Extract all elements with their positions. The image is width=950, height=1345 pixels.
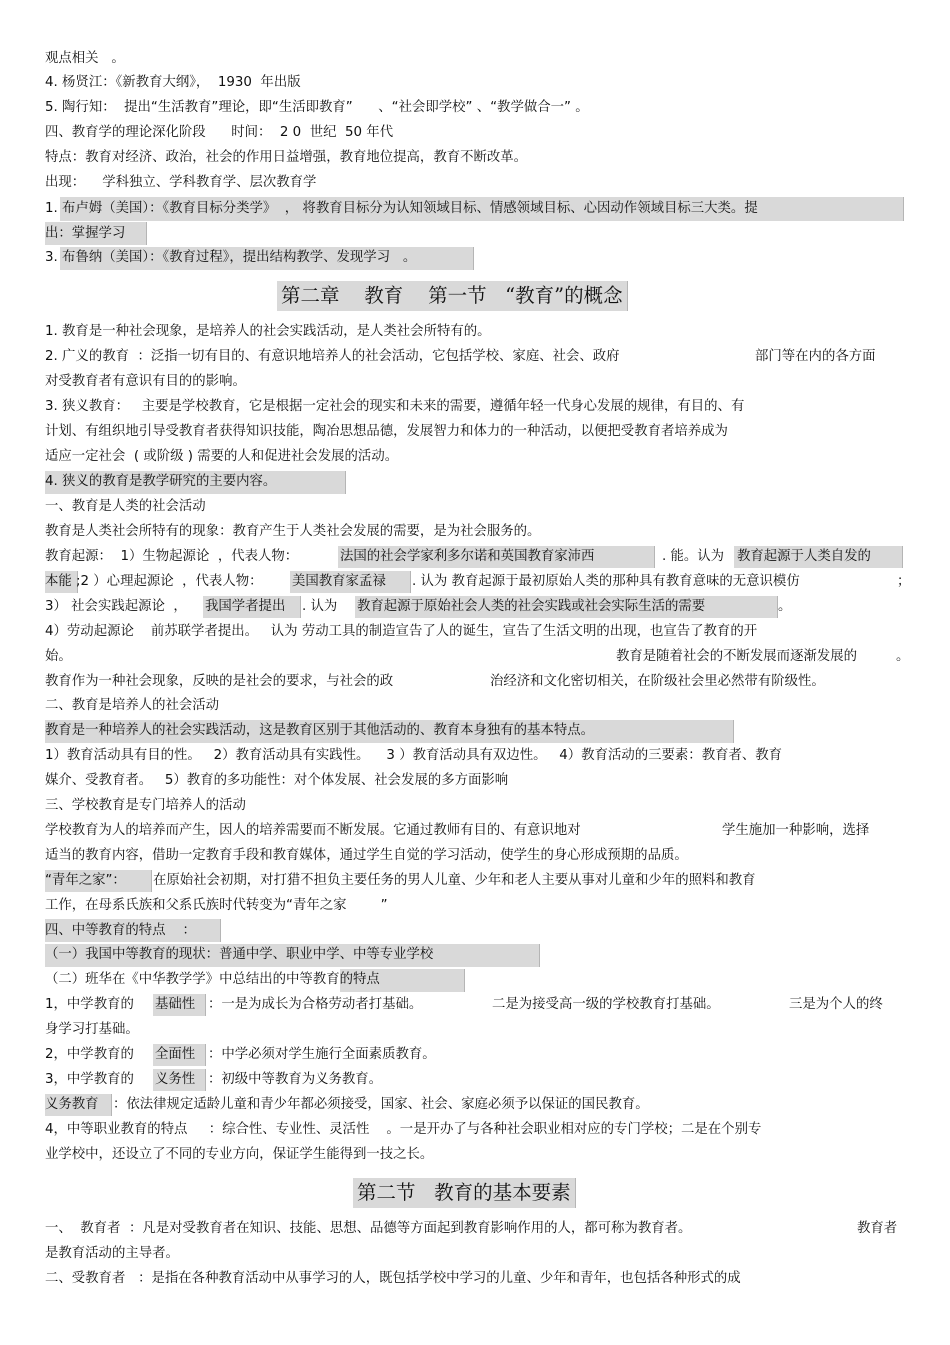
text-line: 出：掌握学习 <box>45 226 126 241</box>
text-fragment: 我国学者提出 <box>205 599 286 614</box>
chapter-heading: 第二章 教育 第一节 “教育”的概念 <box>277 281 628 311</box>
text-line: 一、 教育者 ：凡是对受教育者在知识、技能、思想、品德等方面起到教育影响作用的人，都可称为教育者。 <box>45 1221 692 1236</box>
text-line: 3） 社会实践起源论 ， <box>45 599 192 614</box>
text-line: 1. 布卢姆（美国）：《教育目标分类学》 ， 将教育目标分为认知领域目标、情感领域目标、心因动作领域目标三大类。提 <box>45 201 758 216</box>
text-fragment: 。 <box>778 599 792 614</box>
text-line: 始。 <box>45 649 72 664</box>
text-line: 3. 狭义教育： 主要是学校教育，它是根据一定社会的现实和未来的需要，遵循年轻一代身心发展的规律，有目的、有 <box>45 399 745 414</box>
text-line: 适应一定社会 ( 或阶级 ) 需要的人和促进社会发展的活动。 <box>45 449 399 464</box>
text-fragment: ：中学必须对学生施行全面素质教育。 <box>208 1047 436 1062</box>
text-fragment: 二是为接受高一级的学校教育打基础。 <box>492 997 720 1012</box>
text-fragment: 。 <box>896 649 910 664</box>
text-fragment: . 认为 教育起源于最初原始人类的那种具有教育意味的无意识模仿 <box>412 574 800 589</box>
text-line: 教育是一种培养人的社会实践活动，这是教育区别于其他活动的、教育本身独有的基本特点。 <box>45 723 595 738</box>
text-fragment: . 认为 <box>302 599 342 614</box>
text-line: 计划、有组织地引导受教育者获得知识技能，陶冶思想品德，发展智力和体力的一种活动，以便把受教育者培养成为 <box>45 424 728 439</box>
text-fragment: 部门等在内的各方面 <box>755 349 876 364</box>
text-line: 1，中学教育的 <box>45 997 143 1012</box>
text-line: 对受教育者有意识有目的的影响。 <box>45 374 246 389</box>
text-line: 身学习打基础。 <box>45 1022 139 1037</box>
text-line: 二、教育是培养人的社会活动 <box>45 698 220 713</box>
text-line: 工作，在母系氏族和父系氏族时代转变为“青年之家 ” <box>45 898 388 913</box>
text-line: 适当的教育内容，借助一定教育手段和教育媒体，通过学生自觉的学习活动，使学生的身心形成预期的品质。 <box>45 848 688 863</box>
text-fragment: “青年之家”： <box>45 873 126 888</box>
text-line: （二）班华在《中华教学学》中总结出的中等教育的特点 <box>45 972 380 987</box>
text-line: 四、教育学的理论深化阶段 时间： 2 0 世纪 50 年代 <box>45 125 394 140</box>
text-line: （一）我国中等教育的现状：普通中学、职业中学、中等专业学校 <box>45 947 434 962</box>
text-line: 3. 布鲁纳（美国）：《教育过程》，提出结构教学、发现学习 。 <box>45 250 417 265</box>
text-fragment: ：依法律规定适龄儿童和青少年都必须接受，国家、社会、家庭必须予以保证的国民教育。 <box>113 1097 649 1112</box>
text-line: 教育是人类社会所特有的现象：教育产生于人类社会发展的需要，是为社会服务的。 <box>45 524 541 539</box>
text-fragment: ：初级中等教育为义务教育。 <box>208 1072 383 1087</box>
text-line: 2. 广义的教育 ：泛指一切有目的、有意识地培养人的社会活动，它包括学校、家庭、社会、政府 <box>45 349 620 364</box>
section-heading: 第二节 教育的基本要素 <box>353 1178 576 1208</box>
text-line: 4. 杨贤江：《新教育大纲》， 1930 年出版 <box>45 75 301 90</box>
text-fragment: 法国的社会学家利多尔诺和英国教育家沛西 <box>340 549 595 564</box>
text-line: 学校教育为人的培养而产生，因人的培养需要而不断发展。它通过教师有目的、有意识地对 <box>45 823 581 838</box>
text-line: 一、教育是人类的社会活动 <box>45 499 206 514</box>
text-line: 出现： 学科独立、学科教育学、层次教育学 <box>45 175 317 190</box>
text-line: 二、受教育者 ：是指在各种教育活动中从事学习的人，既包括学校中学习的儿童、少年和青年，也包括各种形式的成 <box>45 1271 741 1286</box>
text-line: 5. 陶行知： 提出“生活教育”理论，即“生活即教育” 、“社会即学校” 、“教学做合一” 。 <box>45 100 589 115</box>
text-fragment: 三是为个人的终 <box>789 997 883 1012</box>
text-fragment: 教育起源于人类自发的 <box>737 549 871 564</box>
text-fragment: 学生施加一种影响，选择 <box>722 823 870 838</box>
text-line: 是教育活动的主导者。 <box>45 1246 179 1261</box>
text-fragment: . 能。认为 <box>662 549 729 564</box>
text-fragment: 义务教育 <box>45 1097 99 1112</box>
text-line: 三、学校教育是专门培养人的活动 <box>45 798 246 813</box>
text-line: 1）教育活动具有目的性。 2）教育活动具有实践性。 3 ）教育活动具有双边性。 4）教育活动的三要素：教育者、教育 <box>45 748 783 763</box>
text-line: 3，中学教育的 <box>45 1072 143 1087</box>
text-fragment: 教育者 <box>857 1221 898 1236</box>
text-line: 四、中等教育的特点 ： <box>45 923 196 938</box>
text-line: 1. 教育是一种社会现象，是培养人的社会实践活动，是人类社会所特有的。 <box>45 324 491 339</box>
text-line: 4，中等职业教育的特点 ：综合性、专业性、灵活性 。一是开办了与各种社会职业相对应的专门学校；二是在个别专 <box>45 1122 762 1137</box>
text-fragment: 治经济和文化密切相关，在阶级社会里必然带有阶级性。 <box>490 674 825 689</box>
text-line: 2，中学教育的 <box>45 1047 143 1062</box>
text-fragment: 在原始社会初期，对打猎不担负主要任务的男人儿童、少年和老人主要从事对儿童和少年的照料和教育 <box>153 873 756 888</box>
text-line: 教育作为一种社会现象，反映的是社会的要求，与社会的政 <box>45 674 394 689</box>
text-line: 教育起源： 1）生物起源论 ，代表人物： <box>45 549 307 564</box>
text-line: 4）劳动起源论 前苏联学者提出。 认为 劳动工具的制造宣告了人的诞生，宣告了生活文明的出现，也宣告了教育的开 <box>45 624 758 639</box>
text-fragment: 本能 <box>45 574 72 589</box>
text-fragment: 美国教育家孟禄 <box>292 574 386 589</box>
text-fragment: 义务性 <box>155 1072 196 1087</box>
text-fragment: ：一是为成长为合格劳动者打基础。 <box>208 997 423 1012</box>
text-line: 业学校中，还设立了不同的专业方向，保证学生能得到一技之长。 <box>45 1147 434 1162</box>
text-line: 4. 狭义的教育是教学研究的主要内容。 <box>45 474 277 489</box>
text-fragment: ;2 ）心理起源论 ，代表人物： <box>76 574 272 589</box>
text-fragment: 教育是随着社会的不断发展而逐渐发展的 <box>616 649 858 664</box>
text-fragment: ； <box>897 574 911 589</box>
text-line: 媒介、受教育者。 5）教育的多功能性：对个体发展、社会发展的多方面影响 <box>45 773 509 788</box>
text-fragment: 全面性 <box>155 1047 196 1062</box>
text-fragment: 教育起源于原始社会人类的社会实践或社会实际生活的需要 <box>357 599 706 614</box>
text-line: 观点相关 。 <box>45 51 125 66</box>
text-fragment: 基础性 <box>155 997 196 1012</box>
text-line: 特点：教育对经济、政治，社会的作用日益增强，教育地位提高，教育不断改革。 <box>45 150 528 165</box>
